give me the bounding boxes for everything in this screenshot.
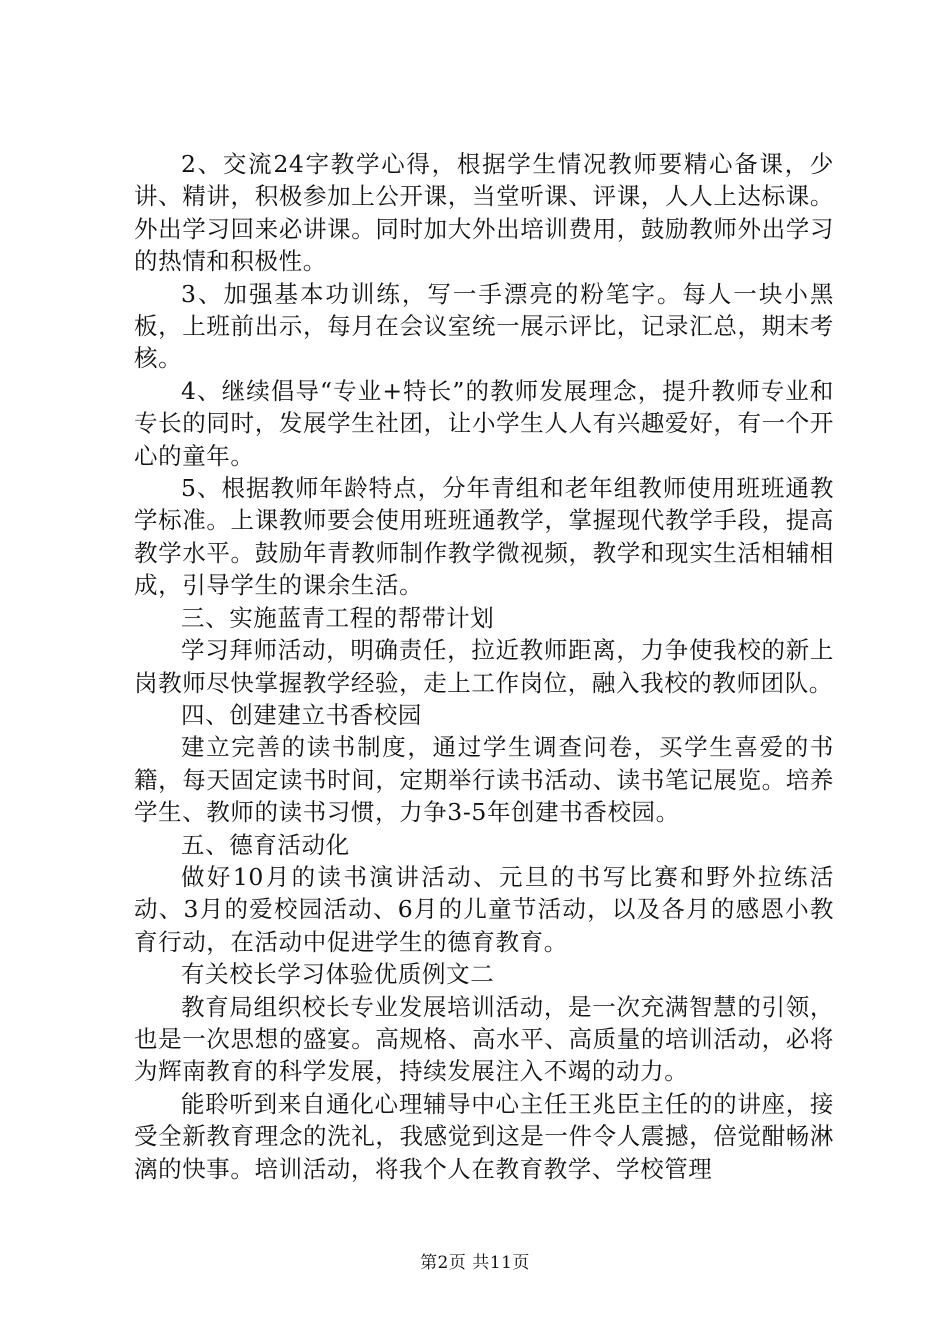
paragraph-item-3: 3、加强基本功训练，写一手漂亮的粉笔字。每人一块小黑板，上班前出示，每月在会议室统一展示评比，记录汇总，期末考核。 [134,279,834,373]
paragraph-item-4: 4、继续倡导“专业+特长”的教师发展理念，提升教师专业和专长的同时，发展学生社团，让小学生人人有兴趣爱好，有一个开心的童年。 [134,376,834,470]
paragraph-training: 教育局组织校长专业发展培训活动，是一次充满智慧的引领，也是一次思想的盛宴。高规格、高水平、高质量的培训活动，必将为辉南教育的科学发展，持续发展注入不竭的动力。 [134,992,834,1086]
paragraph-item-5: 5、根据教师年龄特点，分年青组和老年组教师使用班班通教学标准。上课教师要会使用班班通教学，掌握现代教学手段，提高教学水平。鼓励年青教师制作教学微视频，教学和现实生活相辅相成，引导学生的课余生活。 [134,474,834,600]
section-heading-5: 五、德育活动化 [181,830,350,859]
paragraph-reading: 建立完善的读书制度，通过学生调查问卷，买学生喜爱的书籍，每天固定读书时间，定期举行读书活动、读书笔记展览。培养学生、教师的读书习惯，力争3-5年创建书香校园。 [134,733,834,827]
article-heading: 有关校长学习体验优质例文二 [181,960,495,989]
paragraph-item-2: 2、交流24字教学心得，根据学生情况教师要精心备课，少讲、精讲，积极参加上公开课，当堂听课、评课，人人上达标课。外出学习回来必讲课。同时加大外出培训费用，鼓励教师外出学习的热情和积极性。 [134,150,834,276]
paragraph-moral-education: 做好10月的读书演讲活动、元旦的书写比赛和野外拉练活动、3月的爱校园活动、6月的儿童节活动，以及各月的感恩小教育行动，在活动中促进学生的德育教育。 [134,862,834,956]
document-body [134,148,834,1185]
section-heading-4: 四、创建建立书香校园 [181,700,422,729]
paragraph-lecture: 能聆听到来自通化心理辅导中心主任王兆臣主任的的讲座，接受全新教育理念的洗礼，我感觉到这是一件令人震撼，倍觉酣畅淋漓的快事。培训活动，将我个人在教育教学、学校管理 [134,1089,834,1183]
page-footer [0,1252,950,1274]
section-heading-3: 三、实施蓝青工程的帮带计划 [181,603,495,632]
paragraph-mentoring: 学习拜师活动，明确责任，拉近教师距离，力争使我校的新上岗教师尽快掌握教学经验，走上工作岗位，融入我校的教师团队。 [134,636,834,697]
page-number: 第2页 共11页 [420,1253,530,1273]
